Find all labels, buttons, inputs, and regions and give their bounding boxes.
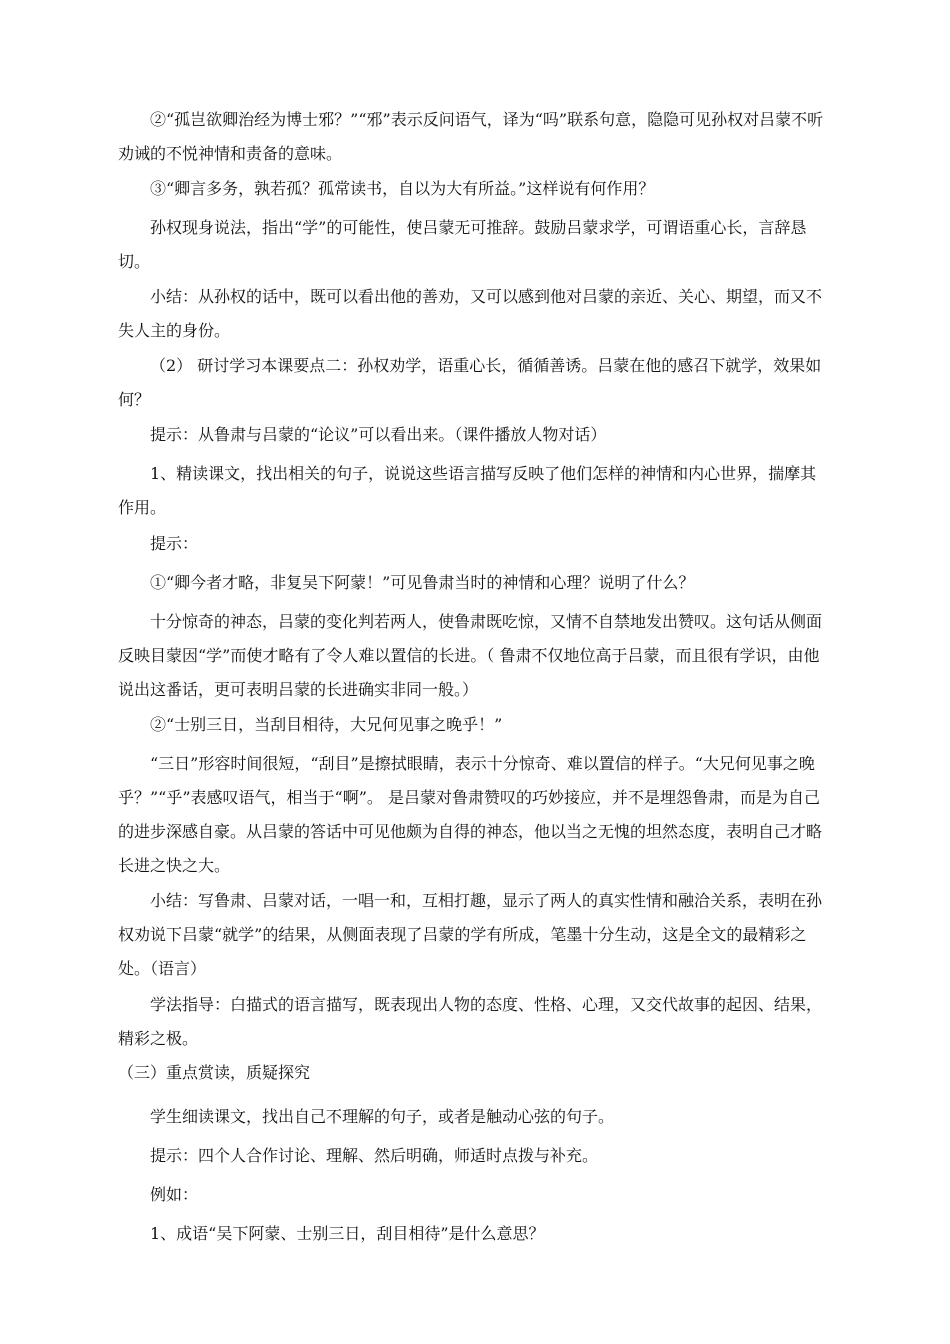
paragraph-sun-quan-question-3: ③“卿言多务，孰若孤？孤常读书，自以为大有所益。”这样说有何作用？: [150, 179, 655, 198]
paragraph-sun-quan-question-2: ②“孤岂欲卿治经为博士邪？”“邪”表示反问语气，译为“吗”联系句意，隐隐可见孙权对吕蒙不听劝诫的不悦神情和责备的意味。: [118, 110, 824, 163]
section-heading-three: （三）重点赏读，质疑探究: [118, 1063, 311, 1082]
paragraph-lu-meng-analysis: “三日”形容时间很短，“刮目”是擦拭眼睛，表示十分惊奇、难以置信的样子。“大兄何见事之晚乎？”“乎”表感叹语气，相当于“啊”。 是吕蒙对鲁肃赞叹的巧妙接应，并不是埋怨鲁肃，而是为自己的进步深感自豪。从吕蒙的答话中可见他颇为自得的神态，他以当之无愧的坦然态度，表明自己才略长进之快之大。: [118, 754, 823, 875]
paragraph-hint-dialogue: 提示：从鲁肃与吕蒙的“论议”可以看出来。（课件播放人物对话）: [150, 425, 607, 444]
paragraph-example-label: 例如：: [150, 1185, 199, 1204]
paragraph-method-guide: 学法指导：白描式的语言描写，既表现出人物的态度、性格、心理，又交代故事的起因、结果，精彩之极。: [118, 995, 823, 1048]
paragraph-summary-dialogue: 小结：写鲁肃、吕蒙对话，一唱一和，互相打趣，显示了两人的真实性情和融洽关系，表明在孙权劝说下吕蒙“就学”的结果，从侧面表现了吕蒙的学有所成，笔墨十分生动，这是全文的最精彩之处。（语言）: [118, 891, 823, 978]
paragraph-sun-quan-analysis: 孙权现身说法，指出“学”的可能性，使吕蒙无可推辞。鼓励吕蒙求学，可谓语重心长，言辞恳切。: [118, 218, 807, 271]
paragraph-key-point-two: （2） 研讨学习本课要点二：孙权劝学，语重心长，循循善诱。吕蒙在他的感召下就学，效果如何？: [118, 356, 822, 409]
paragraph-hint-label: 提示：: [150, 534, 199, 553]
paragraph-summary-sun-quan: 小结：从孙权的话中，既可以看出他的善劝，又可以感到他对吕蒙的亲近、关心、期望，而又不失人主的身份。: [118, 287, 823, 340]
paragraph-student-reading: 学生细读课文，找出自己不理解的句子，或者是触动心弦的句子。: [150, 1107, 615, 1126]
paragraph-group-discussion: 提示：四个人合作讨论、理解、然后明确，师适时点拨与补充。: [150, 1146, 599, 1165]
paragraph-lu-su-analysis: 十分惊奇的神态，吕蒙的变化判若两人，使鲁肃既吃惊，又情不自禁地发出赞叹。这句话从侧面反映目蒙因“学”而使才略有了令人难以置信的长进。（ 鲁肃不仅地位高于吕蒙，而且很有学识，由他说出这番话，更可表明吕蒙的长进确实非同一般。）: [118, 612, 823, 699]
paragraph-lu-su-quote: ①“卿今者才略，非复吴下阿蒙！”可见鲁肃当时的神情和心理？说明了什么？: [150, 573, 695, 592]
paragraph-lu-meng-quote: ②“士别三日，当刮目相待，大兄何见事之晚乎！”: [150, 715, 503, 734]
paragraph-idiom-question: 1、成语“吴下阿蒙、士别三日，刮目相待”是什么意思？: [150, 1224, 545, 1243]
paragraph-close-reading-task: 1、精读课文，找出相关的句子，说说这些语言描写反映了他们怎样的神情和内心世界，揣摩其作用。: [118, 464, 817, 517]
